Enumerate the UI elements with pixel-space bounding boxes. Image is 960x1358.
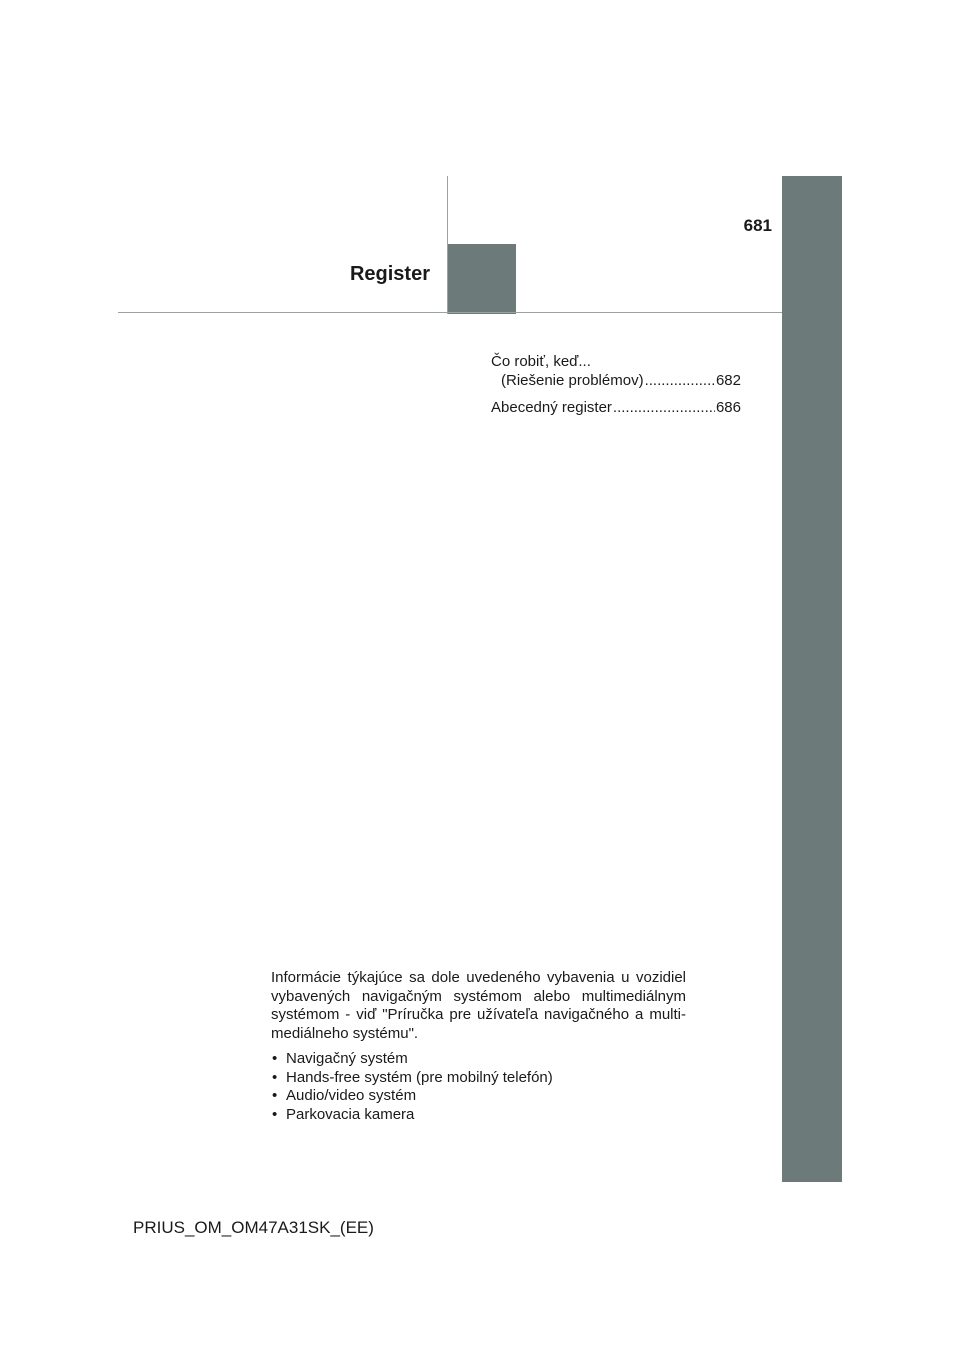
header-tab-square (448, 244, 516, 314)
toc-entry-line (491, 352, 741, 371)
list-item: • Hands-free systém (pre mobilný telefón) (271, 1069, 686, 1088)
list-item: • Parkovacia kamera (271, 1106, 686, 1125)
toc-entry-text: (Riešenie problémov) (501, 372, 644, 389)
table-of-contents (491, 352, 741, 425)
toc-entry-line (491, 398, 741, 417)
page-number: 681 (743, 216, 772, 235)
section-title: Register (349, 263, 430, 285)
toc-entry-text: Čo robiť, keď... (491, 353, 591, 370)
header-horizontal-rule (118, 312, 782, 313)
toc-entry-line (491, 371, 741, 390)
chapter-side-tab (782, 176, 842, 1182)
toc-dot-leader (645, 371, 715, 390)
info-paragraph: Informácie týkajúce sa dole uvedeného vybavenia u vozidiel vybavených navigačným systémom alebo multimediálnym systémom - viď "Príručka pre užívateľa navigačného a multimediálneho systému". (271, 969, 686, 1042)
list-item: • Audio/video systém (271, 1087, 686, 1106)
toc-entry-troubleshooting[interactable] (491, 352, 741, 390)
navigation-info-note (271, 969, 686, 1124)
toc-dot-leader (613, 398, 715, 417)
equipment-list (271, 1050, 686, 1124)
list-item: • Navigačný systém (271, 1050, 686, 1069)
toc-entry-alphabetical-index[interactable] (491, 398, 741, 417)
document-code: PRIUS_OM_OM47A31SK_(EE) (133, 1218, 374, 1237)
toc-entry-text: Abecedný register (491, 399, 612, 416)
toc-page-number: 686 (715, 399, 741, 416)
toc-page-number: 682 (715, 372, 741, 389)
